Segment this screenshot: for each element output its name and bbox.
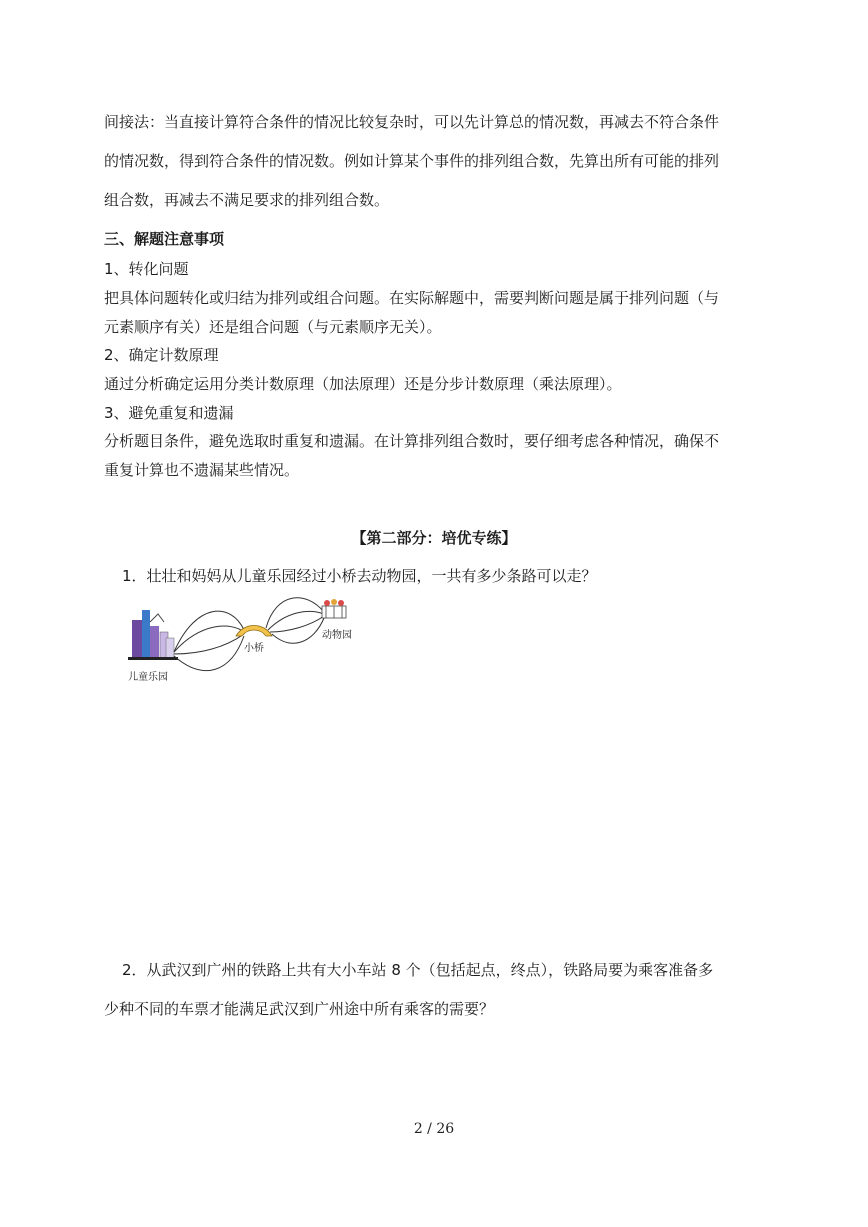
park-label: 儿童乐园 — [128, 672, 168, 683]
item-3-title: 3、避免重复和遗漏 — [104, 404, 234, 422]
question-2-line-2: 少种不同的车票才能满足武汉到广州途中所有乘客的需要？ — [104, 1000, 495, 1018]
question-1-text: 1．壮壮和妈妈从儿童乐园经过小桥去动物园，一共有多少条路可以走？ — [122, 567, 597, 585]
paths-park-to-bridge — [174, 611, 244, 670]
paragraph-indirect-line-3: 组合数，再减去不满足要求的排列组合数。 — [104, 191, 390, 209]
paragraph-indirect-line-2: 的情况数，得到符合条件的情况数。例如计算某个事件的排列组合数，先算出所有可能的排列 — [104, 152, 720, 170]
zoo-icon — [322, 599, 346, 618]
part-2-heading: 【第二部分：培优专练】 — [351, 529, 517, 547]
zoo-label: 动物园 — [322, 630, 352, 641]
section-3-heading: 三、解题注意事项 — [104, 230, 225, 248]
bridge-label: 小桥 — [244, 643, 264, 654]
item-3-line-1: 分析题目条件，避免选取时重复和遗漏。在计算排列组合数时，要仔细考虑各种情况，确保不 — [104, 432, 720, 450]
item-1-line-2: 元素顺序有关）还是组合问题（与元素顺序无关）。 — [104, 318, 442, 336]
question-2-line-1: 2．从武汉到广州的铁路上共有大小车站 8 个（包括起点，终点），铁路局要为乘客准备多 — [122, 961, 714, 979]
item-3-line-2: 重复计算也不遗漏某些情况。 — [104, 461, 300, 479]
park-buildings-icon — [128, 610, 178, 660]
item-1-line-1: 把具体问题转化或归结为排列或组合问题。在实际解题中，需要判断问题是属于排列问题（与 — [104, 289, 720, 307]
paragraph-indirect-line-1: 间接法：当直接计算符合条件的情况比较复杂时，可以先计算总的情况数，再减去不符合条件 — [104, 113, 720, 131]
page-number: 2 / 26 — [413, 1121, 455, 1137]
route-diagram — [126, 592, 366, 684]
item-2-line: 通过分析确定运用分类计数原理（加法原理）还是分步计数原理（乘法原理）。 — [104, 375, 622, 393]
paths-bridge-to-zoo — [266, 598, 324, 643]
item-1-title: 1、转化问题 — [104, 260, 189, 278]
item-2-title: 2、确定计数原理 — [104, 346, 219, 364]
